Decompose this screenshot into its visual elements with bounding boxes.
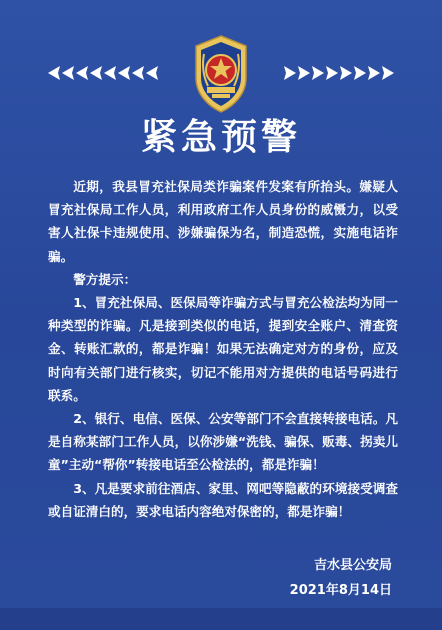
paragraph-intro: 近期，我县冒充社保局类诈骗案件发案有所抬头。嫌疑人冒充社保局工作人员，利用政府工作人员身份的威慑力，以受害人社保卡违规使用、涉嫌骗保为名，制造恐慌，实施电话诈骗。 [48,179,398,264]
page-title: 紧急预警 [140,116,301,158]
signature-block [198,553,398,603]
wing-left-icon [48,64,158,82]
signature-date: 2021年8月14日 [289,583,392,598]
police-emblem-icon [190,34,252,114]
paragraph-tip-1: 1、冒充社保局、医保局等诈骗方式与冒充公检法均为同一种类型的诈骗。凡是接到类似的电话，提到安全账户、清查资金、转账汇款的，都是诈骗！如果无法确定对方的身份，应及时向有关部门进行核实，切记不能用对方提供的电话号码进行联系。 [48,295,398,403]
signature-org: 吉水县公安局 [313,558,392,573]
paragraph-tip-2: 2、银行、电信、医保、公安等部门不会直接转接电话。凡是自称某部门工作人员，以你涉嫌“洗钱、骗保、贩毒、拐卖儿童”主动“帮你”转接电话至公检法的，都是诈骗！ [48,411,398,473]
paragraph-tip-3: 3、凡是要求前往酒店、家里、网吧等隐蔽的环境接受调查或自证清白的，要求电话内容绝对保密的，都是诈骗！ [48,480,398,519]
wing-right-icon [284,64,394,82]
emblem-row [0,34,442,114]
paragraph-tip-heading: 警方提示： [73,271,137,287]
notice-body [48,175,398,523]
